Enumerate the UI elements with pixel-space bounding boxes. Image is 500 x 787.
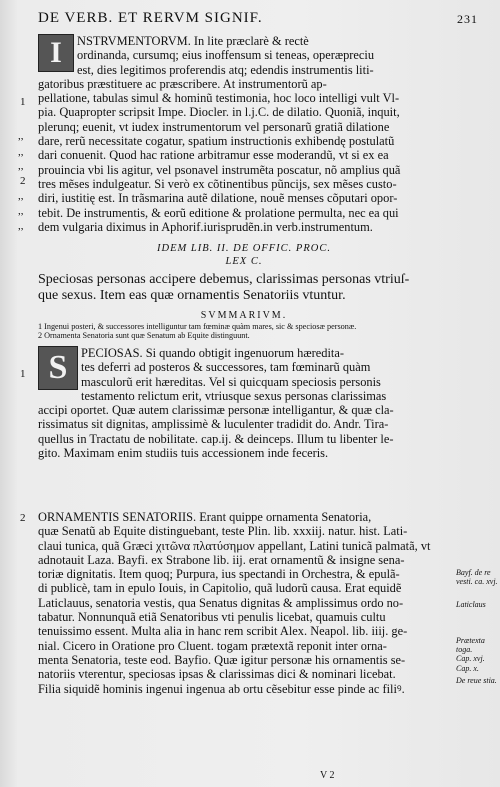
lex-text-lines <box>38 272 450 304</box>
text-line: que sexus. Item eas quæ ornamentis Senatoriis vtuntur. <box>38 288 346 303</box>
summarium-item: 2 Ornamenta Senatoria sunt quæ Senatum ab Equite distinguunt. <box>38 331 250 341</box>
margin-marker: 1 <box>20 368 26 380</box>
signature-mark: V 2 <box>320 770 335 781</box>
text-line: plerunq; euenit, vt iudex instrumentorum vel personarũ gratiã dilatione <box>38 119 390 134</box>
section-ornamentis-text <box>38 510 450 696</box>
text-line: tenuissimo essent. Multa alia in hanc rem scribit Alex. Neapol. lib. iiij. ge- <box>38 624 408 639</box>
text-line: masculorũ erit hæreditas. Vel si quicquam speciosis personis <box>81 374 381 389</box>
text-line: testamento relictum erit, vtriusque sexus personas clarissimas <box>81 388 387 403</box>
text-line: dare, rerũ necessitate cogatur, spatium instructionis exhibendę postulatũ <box>38 134 395 149</box>
text-line: toriæ dignitatis. Item quoq; Purpura, ius spectandi in Orchestra, & epulã- <box>38 567 400 582</box>
section-instrumentorum <box>38 34 450 234</box>
text-line: quellus in Tractatu de nobilitate. cap.ij. & deinceps. Illum tu libenter le- <box>38 431 394 446</box>
text-line: nial. Cicero in Oratione pro Cluent. togam prætextã reponit inter orna- <box>38 638 387 653</box>
text-line: ORNAMENTIS SENATORIIS. Erant quippe ornamenta Senatoria, <box>38 510 372 524</box>
text-line: rissimatus sit dignitas, amplissimè & luculenter tradidit do. Andr. Tira- <box>38 417 389 432</box>
running-title: DE VERB. ET RERVM SIGNIF. <box>38 10 263 26</box>
summarium-heading: SVMMARIVM. <box>200 310 288 321</box>
margin-marker: 2 <box>20 175 26 187</box>
margin-marker: ,, <box>18 190 24 202</box>
text-line: gatoribus præstituere ac præscribere. At instrumentorũ ap- <box>38 76 327 91</box>
section-instrumentorum-text <box>38 34 450 234</box>
margin-marker: ,, <box>18 205 24 217</box>
margin-marker: ,, <box>18 160 24 172</box>
decorated-initial-i: I <box>38 34 74 72</box>
text-line: prouincia vbi lis agitur, vel psonavel instrumẽta poscatur, nõ amplius quã <box>38 162 401 177</box>
side-note: Cap. x. <box>456 664 479 673</box>
text-line: di publicè, tam in epulo Iouis, in Capitolio, quã ludorũ causa. Erat equidẽ <box>38 581 402 596</box>
margin-marker: ,, <box>18 130 24 142</box>
text-line: pia. Quapropter scripsit Impe. Diocler. in l.j.C. de dilatio. Quoniã, inquit, <box>38 105 400 120</box>
text-line: Filia siquidẽ hominis ingenui ingenua ab ortu cẽsebitur esse pinde ac filiꝰ. <box>38 681 405 696</box>
side-note: Laticlaus <box>456 600 486 609</box>
summarium-list <box>38 322 450 341</box>
text-line: tres mẽses indulgeatur. Si verò ex cõtinentibus pũncijs, sex mẽses custo- <box>38 176 397 191</box>
text-line: NSTRVMENTORVM. In lite præclarè & rectè <box>77 34 309 48</box>
side-note: De reue stia. <box>456 676 497 685</box>
text-line: quæ Senatũ ab Equite distinguebant, teste Plin. lib. xxxiij. natur. hist. Lati- <box>38 524 408 539</box>
text-line: est, dies legitimos proferendis atq; edendis instrumentis liti- <box>77 62 374 77</box>
section-heading: IDEM LIB. II. DE OFFIC. PROC. <box>157 243 331 254</box>
text-line: accipi oportet. Quæ autem clarissimæ personæ intelligantur, & quæ cla- <box>38 403 394 418</box>
text-line: Laticlauus, senatoria vestis, qua Senatus dignitas & amplissimus ordo no- <box>38 595 404 610</box>
text-line: gito. Maximam enim studiis tuis accessionem inde feceris. <box>38 446 329 461</box>
text-line: tebit. De instrumentis, & eorũ editione & prolatione permulta, nec ea qui <box>38 205 399 220</box>
section-ornamentis <box>38 510 450 696</box>
text-line: pellatione, tabulas simul & hominũ testimonia, hoc loco intelligi vult Vl- <box>38 91 400 106</box>
lex-heading: LEX C. <box>225 256 263 267</box>
decorated-initial-s: S <box>38 346 78 390</box>
margin-marker: 1 <box>20 96 26 108</box>
running-header <box>38 10 478 30</box>
section-speciosas <box>38 346 450 460</box>
summarium-item: 1 Ingenui posteri, & successores intelliguntur tam fœminæ quàm mares, sic & speciosæ personæ. <box>38 322 357 331</box>
text-line: diri, iustitię est. In trãsmarina autẽ dilatione, nouẽ menses cõputari opor- <box>38 191 398 206</box>
page-number: 231 <box>457 12 478 26</box>
section-speciosas-text <box>38 346 450 460</box>
text-line: natoriis vterentur, speciosas ipsas & clarissimas dici & nominari licebat. <box>38 667 396 682</box>
margin-marker: ,, <box>18 146 24 158</box>
text-line: ordinanda, cursumq; eius inoffensum si teneas, operæpreciu <box>77 48 375 63</box>
margin-marker: ,, <box>18 220 24 232</box>
margin-marker: 2 <box>20 512 26 524</box>
text-line: tabatur. Nonnunquã etiã Senatoribus vti penulis licebat, quamuis cultu <box>38 610 386 625</box>
text-line: claui tunica, quã Græci χιτῶνα πλατύσημον appellant, Latini tunicã palmatã, vt <box>38 538 431 553</box>
side-note: Prætexta toga. <box>456 636 485 654</box>
lex-text <box>38 272 450 304</box>
side-note: Cap. xvj. <box>456 654 485 663</box>
text-line: tes deferri ad posteros & successores, tam fœminarũ quàm <box>81 360 371 375</box>
text-line: Speciosas personas accipere debemus, clarissimas personas vtriuſ- <box>38 272 410 287</box>
text-line: dari conuenit. Quod hac ratione arbitramur esse moderandũ, vt si ex ea <box>38 148 389 163</box>
text-line: PECIOSAS. Si quando obtigit ingenuorum hæredita- <box>81 346 344 360</box>
text-line: dem vulgaria diximus in Aphorif.iurisprudẽn.in verb.instrumentum. <box>38 219 373 234</box>
text-line: adnotauit Laza. Bayfi. ex Strabone lib. iij. erat ornamentũ & insigne sena- <box>38 552 405 567</box>
text-line: menta Senatoria, teste eod. Bayfio. Quæ igitur personæ his ornamentis se- <box>38 652 406 667</box>
side-note: Bayf. de re vesti. ca. xvj. <box>456 568 498 586</box>
